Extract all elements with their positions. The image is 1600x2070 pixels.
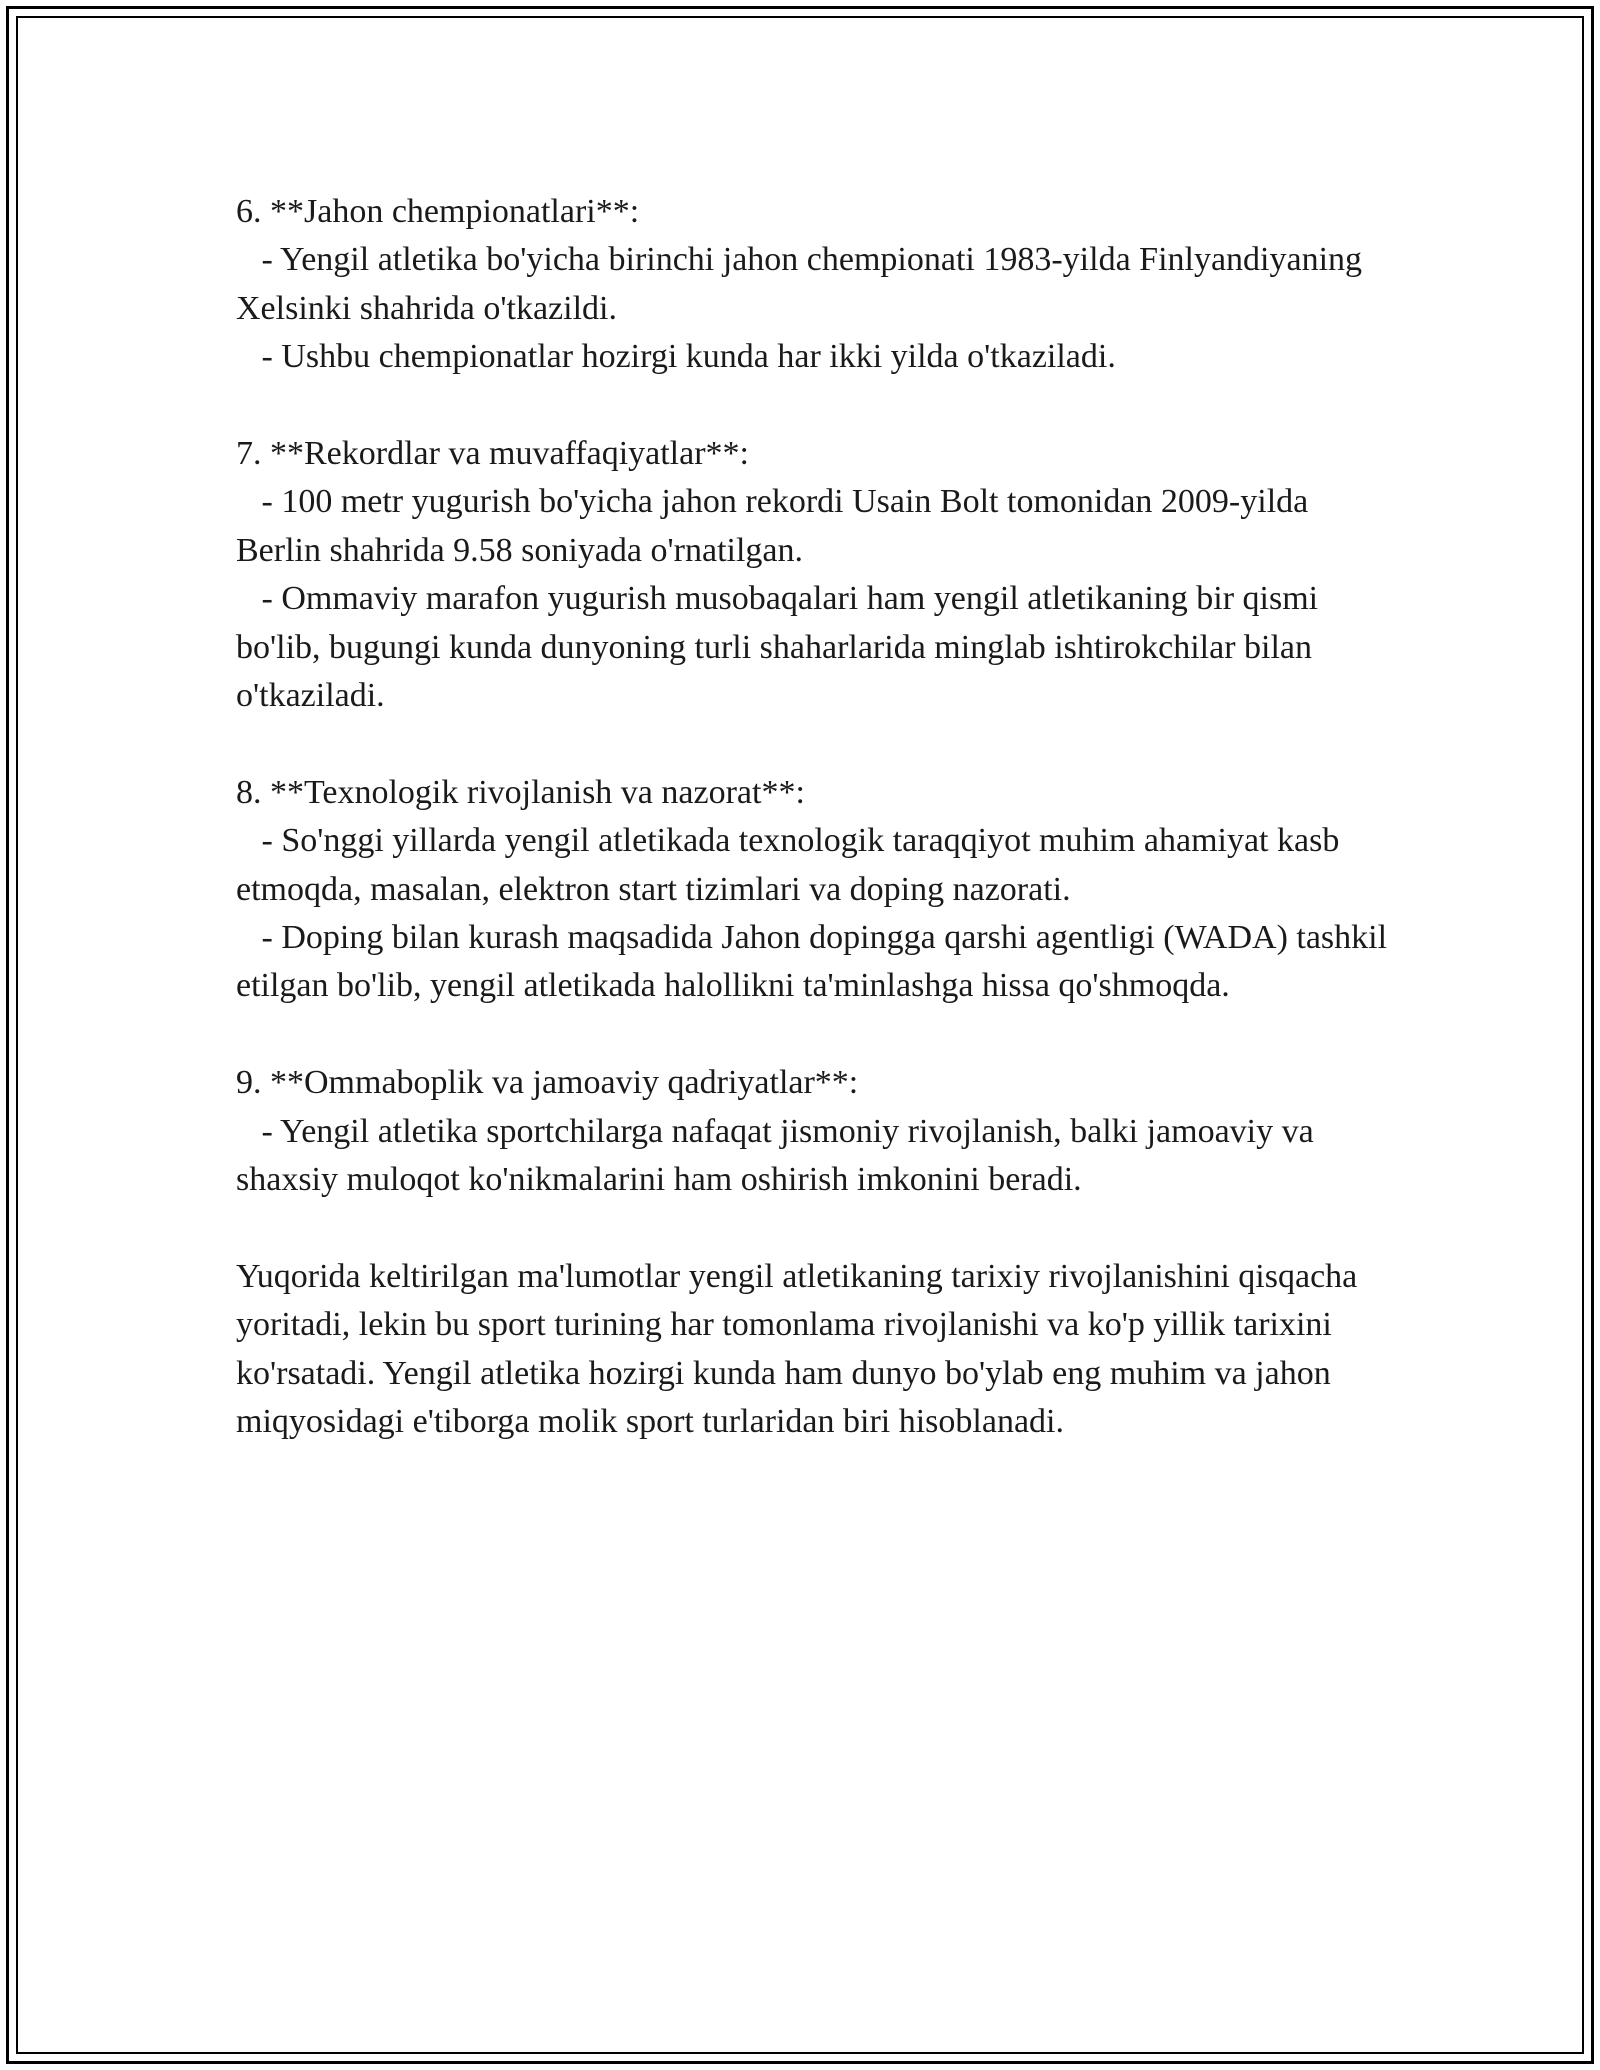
bullet-item: - Yengil atletika sportchilarga nafaqat jismoniy rivojlanish, balki jamoaviy va shaxsiy muloqot ko'nikmalarini ham oshirish imkonini beradi. xyxy=(236,1112,1323,1199)
section-records xyxy=(236,430,1396,720)
section-heading: 7. **Rekordlar va muvaffaqiyatlar**: xyxy=(236,435,749,473)
bullet-item: - Ushbu chempionatlar hozirgi kunda har ikki yilda o'tkaziladi. xyxy=(236,338,1116,376)
section-heading: 9. **Ommaboplik va jamoaviy qadriyatlar**: xyxy=(236,1064,859,1102)
section-world-championships xyxy=(236,188,1396,382)
bullet-item: - Doping bilan kurash maqsadida Jahon dopingga qarshi agentligi (WADA) tashkil etilgan bo'lib, yengil atletikada halollikni ta'minlashga hissa qo'shmoqda. xyxy=(236,919,1396,1005)
bullet-item: - 100 metr yugurish bo'yicha jahon rekordi Usain Bolt tomonidan 2009-yilda Berlin shahrida 9.58 soniyada o'rnatilgan. xyxy=(236,483,1317,569)
bullet-item: - Ommaviy marafon yugurish musobaqalari ham yengil atletikaning bir qismi bo'lib, bugungi kunda dunyoning turli shaharlarida minglab ishtirokchilar bilan o'tkaziladi. xyxy=(236,580,1327,715)
section-heading: 8. **Texnologik rivojlanish va nazorat**: xyxy=(236,773,805,811)
paragraph-spacer xyxy=(236,720,1396,768)
conclusion-paragraph: Yuqorida keltirilgan ma'lumotlar yengil atletikaning tarixiy rivojlanishini qisqacha yoritadi, lekin bu sport turining har tomonlama rivojlanishi va ko'p yillik tarixini ko'rsatadi. Yengil atletika hozirgi kunda ham dunyo bo'ylab eng muhim va jahon miqyosidagi e'tiborga molik sport turlaridan biri hisoblanadi. xyxy=(236,1257,1366,1441)
section-popularity xyxy=(236,1059,1396,1204)
bullet-item: - So'nggi yillarda yengil atletikada texnologik taraqqiyot muhim ahamiyat kasb etmoqda, masalan, elektron start tizimlari va doping nazorati. xyxy=(236,822,1348,908)
document-body xyxy=(236,188,1396,1447)
paragraph-spacer xyxy=(236,1011,1396,1059)
bullet-item: - Yengil atletika bo'yicha birinchi jahon chempionati 1983-yilda Finlyandiyaning Xelsinki shahrida o'tkazildi. xyxy=(236,241,1371,327)
section-technology xyxy=(236,769,1396,1011)
paragraph-spacer xyxy=(236,1204,1396,1252)
paragraph-spacer xyxy=(236,382,1396,430)
section-heading: 6. **Jahon chempionatlari**: xyxy=(236,193,640,230)
